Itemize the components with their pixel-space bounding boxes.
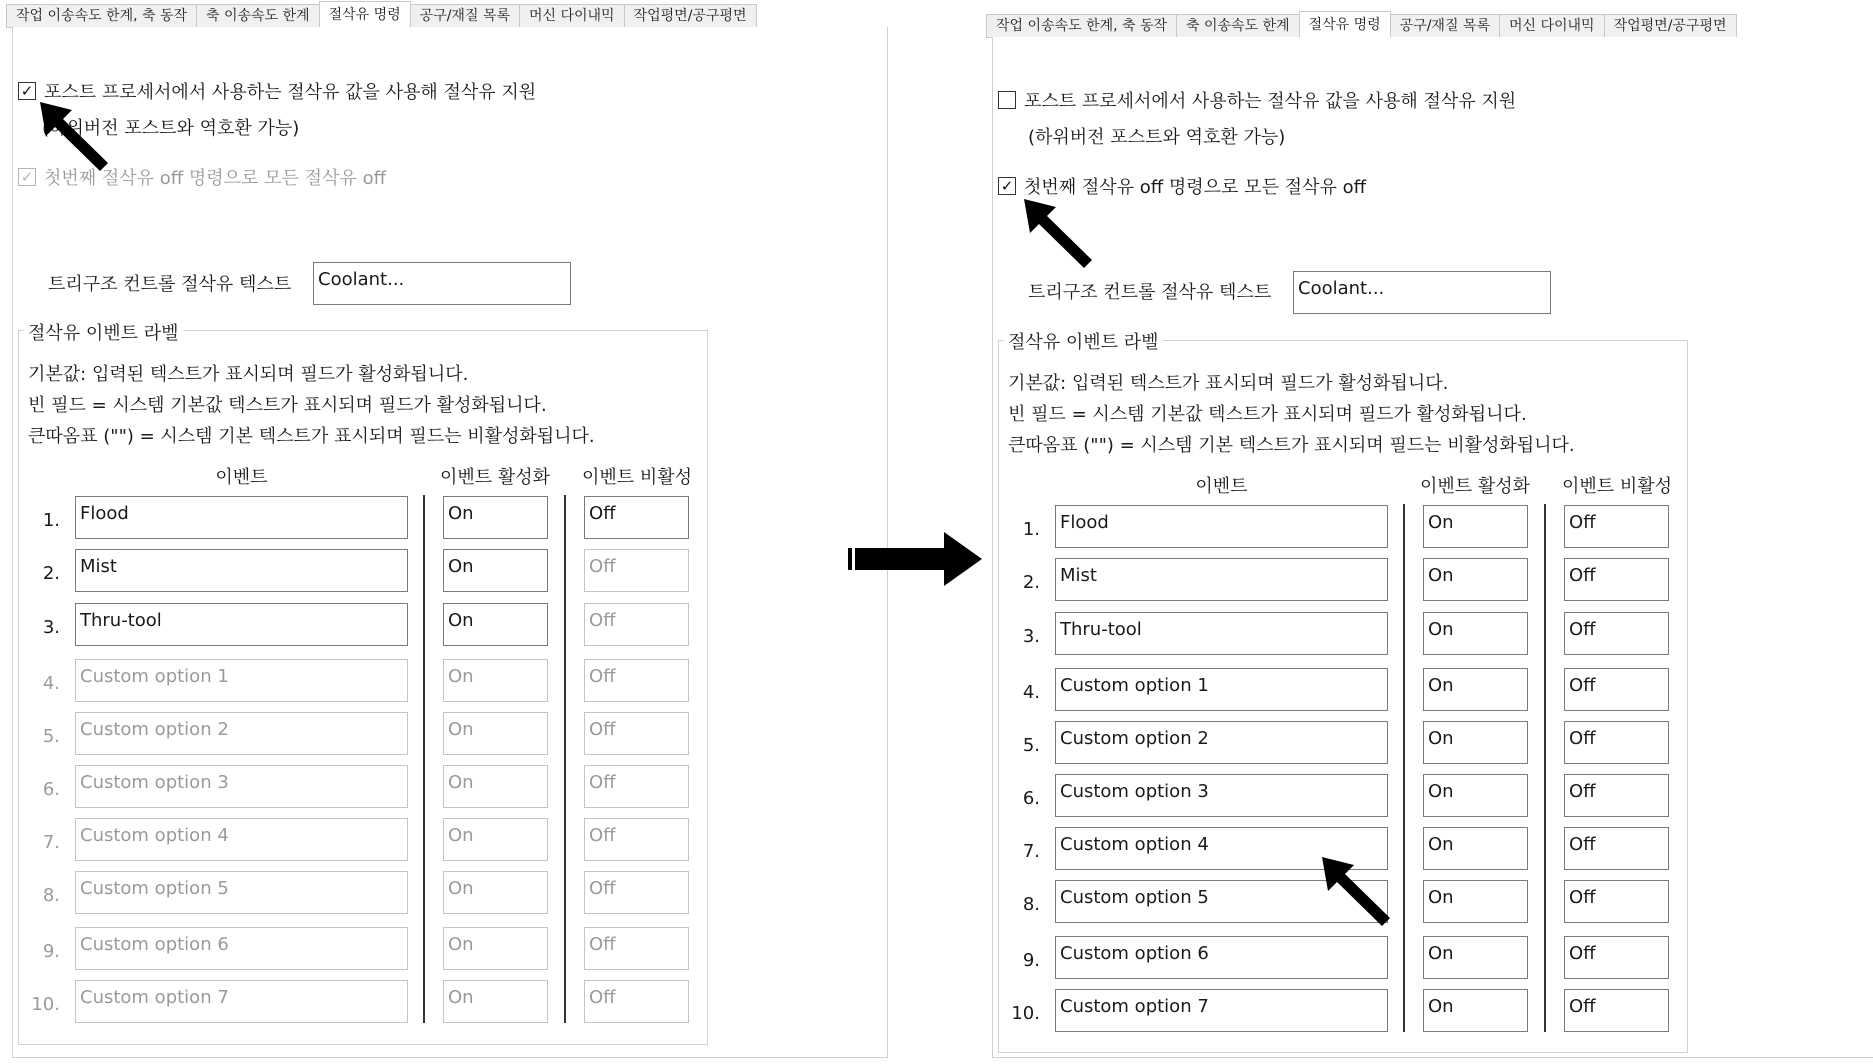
column-divider <box>564 495 566 1023</box>
event-off-input[interactable]: Off <box>1564 774 1669 817</box>
first-coolant-off-checkbox <box>18 168 36 186</box>
event-on-input[interactable]: On <box>443 549 548 592</box>
event-off-input: Off <box>584 765 689 808</box>
event-label-input: Custom option 3 <box>75 765 408 808</box>
event-on-input[interactable]: On <box>443 603 548 646</box>
event-label-input[interactable]: Flood <box>75 496 408 539</box>
tree-coolant-text-input[interactable]: Coolant... <box>1293 271 1551 314</box>
backward-compatible-note: (하위버전 포스트와 역호환 가능) <box>42 118 300 139</box>
row-number: 3. <box>1022 626 1040 647</box>
tab-feed-limits[interactable]: 작업 이송속도 한계, 축 동작 <box>986 14 1177 37</box>
tab-coolant-commands[interactable]: 절삭유 명령 <box>1299 11 1391 38</box>
pointer-arrow-icon <box>38 100 113 175</box>
column-event-on: 이벤트 활성화 <box>439 467 551 488</box>
tab-work-tool-planes[interactable]: 작업평면/공구평면 <box>624 4 757 27</box>
tree-coolant-text-input[interactable]: Coolant... <box>313 262 571 305</box>
row-number: 6. <box>1022 788 1040 809</box>
first-coolant-off-label: 첫번째 절삭유 off 명령으로 모든 절삭유 off <box>1024 177 1366 198</box>
tree-coolant-text-label: 트리구조 컨트롤 절삭유 텍스트 <box>48 274 292 295</box>
event-label-input[interactable]: Mist <box>1055 558 1388 601</box>
row-number: 10. <box>1011 1003 1040 1024</box>
event-off-input[interactable]: Off <box>1564 936 1669 979</box>
row-number: 10. <box>31 994 60 1015</box>
event-label-input[interactable]: Custom option 7 <box>1055 989 1388 1032</box>
event-off-input[interactable]: Off <box>1564 827 1669 870</box>
event-label-input[interactable]: Custom option 4 <box>1055 827 1388 870</box>
event-label-input: Custom option 6 <box>75 927 408 970</box>
row-number: 4. <box>1022 682 1040 703</box>
tab-machine-dynamics[interactable]: 머신 다이내믹 <box>519 4 625 27</box>
row-number: 2. <box>1022 572 1040 593</box>
use-post-coolant-label: 포스트 프로세서에서 사용하는 절삭유 값을 사용해 절삭유 지원 <box>1024 91 1517 112</box>
info-empty-field: 빈 필드 = 시스템 기본값 텍스트가 표시되며 필드가 활성화됩니다. <box>1008 404 1527 425</box>
use-post-coolant-label: 포스트 프로세서에서 사용하는 절삭유 값을 사용해 절삭유 지원 <box>44 82 537 103</box>
column-event: 이벤트 <box>1195 476 1248 497</box>
event-label-input: Custom option 1 <box>75 659 408 702</box>
event-label-input[interactable]: Flood <box>1055 505 1388 548</box>
event-on-input[interactable]: On <box>1423 989 1528 1032</box>
row-number: 1. <box>42 510 60 531</box>
column-divider <box>1403 504 1405 1032</box>
tab-axis-feed-limits[interactable]: 축 이송속도 한계 <box>1176 14 1300 37</box>
event-off-input: Off <box>584 549 689 592</box>
event-label-input: Custom option 5 <box>75 871 408 914</box>
first-coolant-off-label: 첫번째 절삭유 off 명령으로 모든 절삭유 off <box>44 168 386 189</box>
event-off-input[interactable]: Off <box>1564 505 1669 548</box>
event-off-input: Off <box>584 871 689 914</box>
checkmark-icon: ✓ <box>20 81 34 100</box>
tab-tool-material-list[interactable]: 공구/재질 목록 <box>1390 14 1500 37</box>
group-title: 절삭유 이벤트 라벨 <box>24 319 183 345</box>
event-label-input: Custom option 7 <box>75 980 408 1023</box>
info-double-quotes: 큰따옴표 ("") = 시스템 기본 텍스트가 표시되며 필드는 비활성화됩니다. <box>1008 435 1575 456</box>
event-label-input[interactable]: Custom option 2 <box>1055 721 1388 764</box>
event-on-input: On <box>443 765 548 808</box>
event-off-input[interactable]: Off <box>1564 989 1669 1032</box>
event-label-input[interactable]: Thru-tool <box>75 603 408 646</box>
event-off-input[interactable]: Off <box>1564 668 1669 711</box>
event-on-input[interactable]: On <box>1423 505 1528 548</box>
event-off-input[interactable]: Off <box>1564 558 1669 601</box>
tab-work-tool-planes[interactable]: 작업평면/공구평면 <box>1604 14 1737 37</box>
event-on-input[interactable]: On <box>1423 721 1528 764</box>
event-on-input[interactable]: On <box>1423 936 1528 979</box>
event-on-input[interactable]: On <box>1423 880 1528 923</box>
tab-bar <box>6 0 756 28</box>
event-on-input: On <box>443 712 548 755</box>
event-off-input: Off <box>584 712 689 755</box>
column-event-off: 이벤트 비활성 <box>581 467 693 488</box>
row-number: 2. <box>42 563 60 584</box>
row-number: 4. <box>42 673 60 694</box>
event-off-input[interactable]: Off <box>1564 721 1669 764</box>
checkmark-icon: ✓ <box>1000 176 1014 195</box>
column-divider <box>423 495 425 1023</box>
column-event: 이벤트 <box>215 467 268 488</box>
before-panel <box>0 0 890 1064</box>
tab-axis-feed-limits[interactable]: 축 이송속도 한계 <box>196 4 320 27</box>
use-post-coolant-option[interactable] <box>998 87 1516 113</box>
event-off-input: Off <box>584 818 689 861</box>
event-off-input: Off <box>584 603 689 646</box>
backward-compatible-note: (하위버전 포스트와 역호환 가능) <box>1028 127 1286 148</box>
event-on-input[interactable]: On <box>1423 558 1528 601</box>
event-label-input[interactable]: Thru-tool <box>1055 612 1388 655</box>
tab-coolant-commands[interactable]: 절삭유 명령 <box>319 1 411 28</box>
tab-tool-material-list[interactable]: 공구/재질 목록 <box>410 4 520 27</box>
event-label-input[interactable]: Mist <box>75 549 408 592</box>
event-on-input[interactable]: On <box>1423 612 1528 655</box>
event-label-input[interactable]: Custom option 3 <box>1055 774 1388 817</box>
row-number: 5. <box>42 726 60 747</box>
pointer-arrow-icon <box>1320 855 1395 930</box>
row-number: 8. <box>1022 894 1040 915</box>
tab-machine-dynamics[interactable]: 머신 다이내믹 <box>1499 14 1605 37</box>
event-off-input[interactable]: Off <box>1564 612 1669 655</box>
row-number: 6. <box>42 779 60 800</box>
row-number: 7. <box>42 832 60 853</box>
event-on-input: On <box>443 980 548 1023</box>
event-off-input: Off <box>584 980 689 1023</box>
first-coolant-off-checkbox[interactable] <box>998 177 1016 195</box>
tab-feed-limits[interactable]: 작업 이송속도 한계, 축 동작 <box>6 4 197 27</box>
row-number: 3. <box>42 617 60 638</box>
info-default: 기본값: 입력된 텍스트가 표시되며 필드가 활성화됩니다. <box>1008 373 1449 394</box>
event-on-input[interactable]: On <box>1423 668 1528 711</box>
row-number: 9. <box>42 941 60 962</box>
info-default: 기본값: 입력된 텍스트가 표시되며 필드가 활성화됩니다. <box>28 364 469 385</box>
event-label-input: Custom option 4 <box>75 818 408 861</box>
use-post-coolant-checkbox[interactable] <box>18 82 36 100</box>
info-double-quotes: 큰따옴표 ("") = 시스템 기본 텍스트가 표시되며 필드는 비활성화됩니다. <box>28 426 595 447</box>
event-off-input: Off <box>584 659 689 702</box>
event-off-input[interactable]: Off <box>1564 880 1669 923</box>
tree-coolant-text-label: 트리구조 컨트롤 절삭유 텍스트 <box>1028 282 1272 303</box>
row-number: 5. <box>1022 735 1040 756</box>
event-on-input[interactable]: On <box>1423 827 1528 870</box>
event-label-input: Custom option 2 <box>75 712 408 755</box>
event-on-input: On <box>443 818 548 861</box>
event-off-input: Off <box>584 927 689 970</box>
event-on-input[interactable]: On <box>1423 774 1528 817</box>
checkmark-icon: ✓ <box>20 167 34 186</box>
event-on-input: On <box>443 659 548 702</box>
row-number: 8. <box>42 885 60 906</box>
tab-bar <box>986 10 1736 38</box>
after-panel <box>980 0 1873 1064</box>
event-off-input[interactable]: Off <box>584 496 689 539</box>
event-on-input[interactable]: On <box>443 496 548 539</box>
pointer-arrow-icon <box>1022 197 1097 272</box>
event-label-input[interactable]: Custom option 1 <box>1055 668 1388 711</box>
event-on-input: On <box>443 927 548 970</box>
event-label-input[interactable]: Custom option 5 <box>1055 880 1388 923</box>
event-on-input: On <box>443 871 548 914</box>
use-post-coolant-checkbox[interactable] <box>998 91 1016 109</box>
first-coolant-off-option[interactable] <box>998 173 1366 199</box>
column-event-off: 이벤트 비활성 <box>1561 476 1673 497</box>
event-label-input[interactable]: Custom option 6 <box>1055 936 1388 979</box>
group-title: 절삭유 이벤트 라벨 <box>1004 328 1163 354</box>
right-arrow-icon <box>848 530 983 588</box>
row-number: 7. <box>1022 841 1040 862</box>
row-number: 9. <box>1022 950 1040 971</box>
column-event-on: 이벤트 활성화 <box>1419 476 1531 497</box>
column-divider <box>1544 504 1546 1032</box>
info-empty-field: 빈 필드 = 시스템 기본값 텍스트가 표시되며 필드가 활성화됩니다. <box>28 395 547 416</box>
row-number: 1. <box>1022 519 1040 540</box>
